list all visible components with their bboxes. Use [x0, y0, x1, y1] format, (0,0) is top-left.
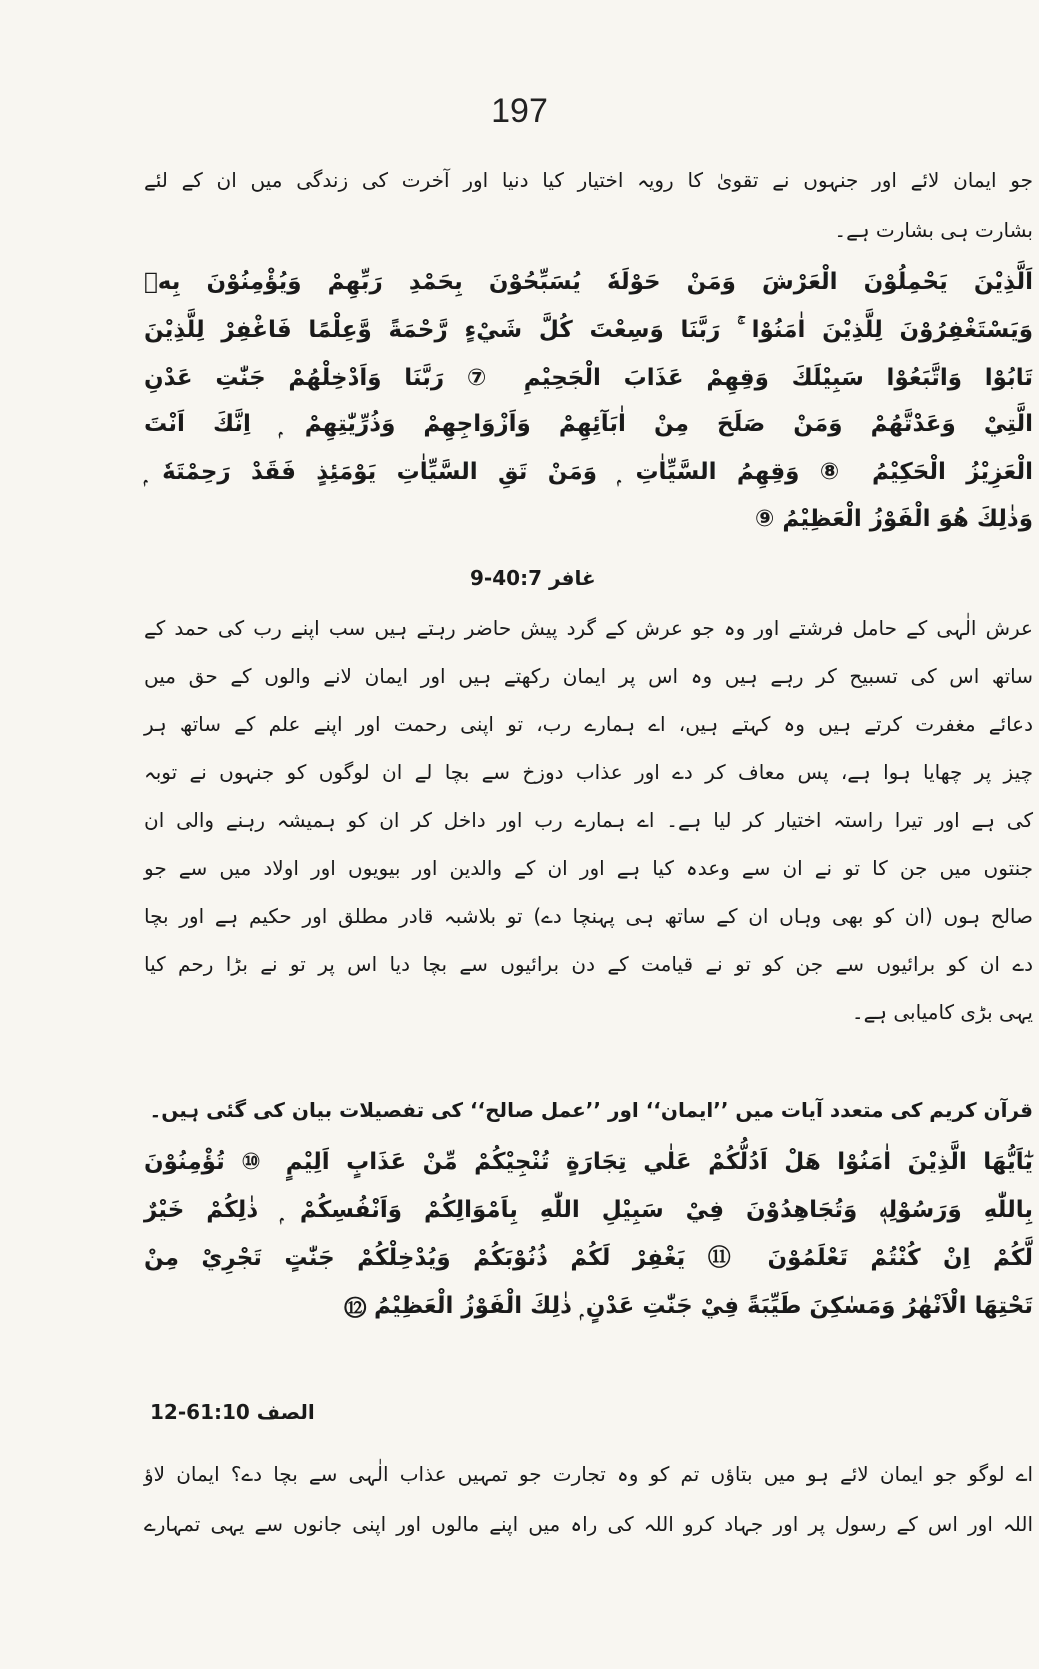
- translation-line: عرش الٰہی کے حامل فرشتے اور وہ جو عرش کے گرد پیش حاضر رہتے ہیں سب اپنے رب کی حمد کے: [144, 616, 1033, 640]
- verse-line: تَحْتِهَا الْاَنْهٰرُ وَمَسٰكِنَ طَيِّبَةً فِيْ جَنّٰتِ عَدْنٍ ۭ ذٰلِكَ الْفَوْزُ الْعَظِيْمُ ⑫: [344, 1293, 1033, 1319]
- page-number: 197: [491, 92, 548, 130]
- intro-line: جو ایمان لائے اور جنہوں نے تقویٰ کا رویہ اختیار کیا دنیا اور آخرت کی زندگی میں ان کے لئے: [144, 168, 1033, 192]
- verse-line: تَابُوْا وَاتَّبَعُوْا سَبِيْلَكَ وَقِهِمْ عَذَابَ الْجَحِيْمِ ⑦ رَبَّنَا وَاَدْخِلْهُمْ جَنّٰتِ عَدْنِ: [144, 365, 1033, 391]
- translation-line: کی ہے اور تیرا راستہ اختیار کر لیا ہے۔ اے ہمارے رب اور داخل کر ان کو ہمیشہ رہنے والی ان: [144, 808, 1033, 832]
- verse-line: اَلَّذِيْنَ يَحْمِلُوْنَ الْعَرْشَ وَمَنْ حَوْلَهٗ يُسَبِّحُوْنَ بِحَمْدِ رَبِّهِمْ وَيُؤْمِنُوْنَ بِهٖ: [144, 269, 1033, 295]
- section-intro-line: قرآن کریم کی متعدد آیات میں ’’ایمان‘‘ اور ’’عمل صالح‘‘ کی تفصیلات بیان کی گئی ہیں۔: [149, 1098, 1033, 1122]
- translation-line: اے لوگو جو ایمان لائے ہو میں بتاؤں تم کو وہ تجارت جو تمہیں عذاب الٰہی سے بچا دے؟ ایمان لاؤ: [144, 1462, 1033, 1486]
- translation-line: دے ان کو برائیوں سے جن کو تو نے قیامت کے دن برائیوں سے بچا دیا اس پر تو نے بڑا رحم کیا: [144, 952, 1033, 976]
- verse-line: وَيَسْتَغْفِرُوْنَ لِلَّذِيْنَ اٰمَنُوْا ۚ رَبَّنَا وَسِعْتَ كُلَّ شَيْءٍ رَّحْمَةً وَّعِلْمًا فَاغْفِرْ لِلَّذِيْنَ: [144, 317, 1033, 343]
- intro-line: بشارت ہی بشارت ہے۔: [834, 218, 1033, 242]
- verse-line: بِاللّٰهِ وَرَسُوْلِهٖ وَتُجَاهِدُوْنَ فِيْ سَبِيْلِ اللّٰهِ بِاَمْوَالِكُمْ وَاَنْفُسِكُمْ ۭ ذٰلِكُمْ خَيْرٌ: [144, 1197, 1033, 1223]
- verse-line: لَّكُمْ اِنْ كُنْتُمْ تَعْلَمُوْنَ ⑪ يَغْفِرْ لَكُمْ ذُنُوْبَكُمْ وَيُدْخِلْكُمْ جَنّٰتٍ تَجْرِيْ مِنْ: [144, 1245, 1033, 1271]
- translation-line: ساتھ اس کی تسبیح کر رہے ہیں وہ اس پر ایمان رکھتے ہیں اور ایمان لانے والوں کے حق میں: [144, 664, 1033, 688]
- verse-line: الْعَزِيْزُ الْحَكِيْمُ ⑧ وَقِهِمُ السَّيِّاٰتِ ۭ وَمَنْ تَقِ السَّيِّاٰتِ يَوْمَئِذٍ فَقَدْ رَحِمْتَهٗ ۭ: [144, 459, 1033, 485]
- translation-line: اللہ اور اس کے رسول پر اور جہاد کرو اللہ کی راہ میں اپنے مالوں اور اپنی جانوں سے یہی تمہارے: [144, 1512, 1033, 1536]
- translation-line: چیز پر چھایا ہوا ہے، پس معاف کر دے اور عذاب دوزخ سے بچا لے ان لوگوں کو جنہوں نے توبہ: [144, 760, 1033, 784]
- translation-line: جنتوں میں جن کا تو نے ان سے وعدہ کیا ہے اور ان کے والدین اور بیویوں اور اولاد میں سے جو: [144, 856, 1033, 880]
- verse-reference: الصف 61:10-12: [150, 1400, 315, 1424]
- translation-line: دعائے مغفرت کرتے ہیں وہ کہتے ہیں، اے ہمارے رب، تو اپنی رحمت اور اپنے علم کے ساتھ ہر: [144, 712, 1033, 736]
- verse-reference: غافر 40:7-9: [470, 566, 596, 590]
- translation-line: صالح ہوں (ان کو بھی وہاں ان کے ساتھ ہی پہنچا دے) تو بلاشبہ قادر مطلق اور حکیم ہے اور بچا: [144, 904, 1033, 928]
- verse-line: الَّتِيْ وَعَدْتَّهُمْ وَمَنْ صَلَحَ مِنْ اٰبَآئِهِمْ وَاَزْوَاجِهِمْ وَذُرِّيّٰتِهِمْ ۭ اِنَّكَ اَنْتَ: [144, 411, 1033, 437]
- verse-line: يٰٓاَيُّهَا الَّذِيْنَ اٰمَنُوْا هَلْ اَدُلُّكُمْ عَلٰي تِجَارَةٍ تُنْجِيْكُمْ مِّنْ عَذَابٍ اَلِيْمٍ ⑩ تُؤْمِنُوْنَ: [144, 1149, 1033, 1175]
- verse-line: وَذٰلِكَ هُوَ الْفَوْزُ الْعَظِيْمُ ⑨: [754, 506, 1033, 532]
- translation-line: یہی بڑی کامیابی ہے۔: [851, 1000, 1033, 1024]
